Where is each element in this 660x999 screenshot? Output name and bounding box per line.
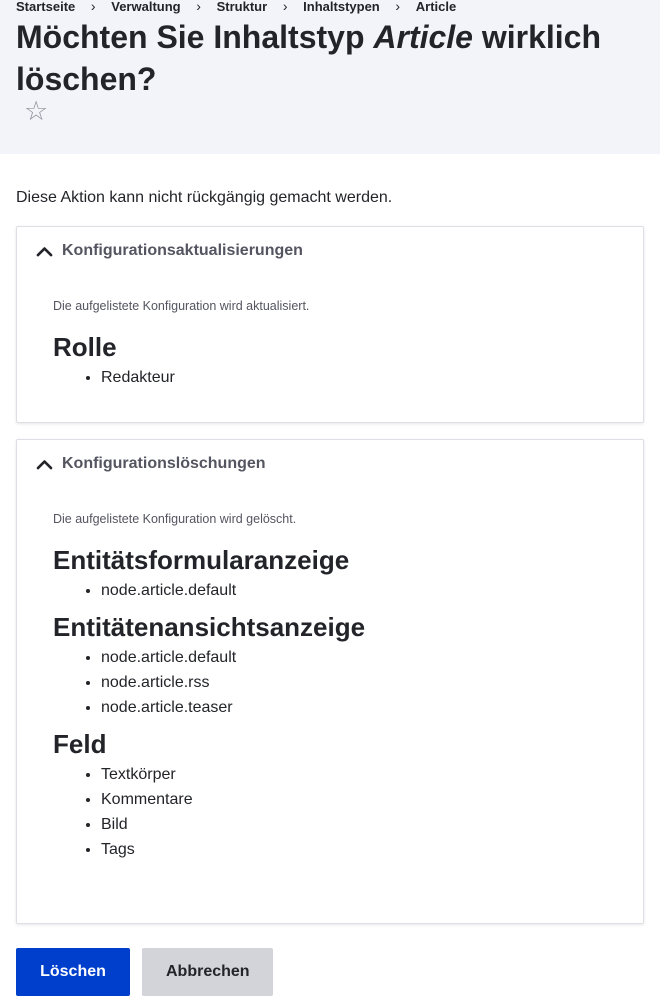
- cancel-button[interactable]: Abbrechen: [142, 948, 273, 996]
- config-updates-body: [53, 297, 627, 390]
- list-item: • Textkörper: [101, 762, 627, 787]
- breadcrumb-item-startseite[interactable]: Startseite: [16, 0, 76, 14]
- chevron-up-icon: [35, 242, 54, 261]
- group-list-rolle: [101, 365, 627, 390]
- chevron-up-icon: [35, 455, 54, 474]
- chevron-right-icon: ›: [282, 0, 288, 14]
- page-title-prefix: Möchten Sie Inhaltstyp: [16, 19, 374, 55]
- chevron-right-icon: ›: [90, 0, 96, 14]
- list-item: • Tags: [101, 837, 627, 862]
- config-deletions-summary[interactable]: [17, 440, 643, 488]
- config-deletions-title: Konfigurationslöschungen: [62, 455, 266, 472]
- breadcrumb: [16, 0, 456, 14]
- list-item: • Bild: [101, 812, 627, 837]
- config-deletions-body: [53, 510, 627, 862]
- page-title-content-type: Article: [373, 19, 473, 55]
- list-item: • Kommentare: [101, 787, 627, 812]
- group-title-rolle: Rolle: [53, 332, 117, 362]
- group-title-feld: Feld: [53, 729, 107, 759]
- chevron-right-icon: ›: [196, 0, 201, 14]
- config-deletions-description: Die aufgelistete Konfiguration wird gelöscht.: [53, 512, 297, 526]
- page-title-suffix: wirklich löschen?: [16, 19, 602, 97]
- group-list-entity-view-display: [101, 645, 627, 720]
- page-header: [0, 0, 660, 154]
- config-updates-summary[interactable]: [17, 227, 643, 275]
- list-item: • node.article.rss: [101, 670, 627, 695]
- group-title-entity-view-display: Entitätenansichtsanzeige: [53, 612, 366, 642]
- list-item: • node.article.default: [101, 645, 627, 670]
- breadcrumb-item-verwaltung[interactable]: Verwaltung: [111, 0, 181, 14]
- config-updates-panel: [16, 226, 644, 423]
- list-item: • Redakteur: [101, 365, 627, 390]
- config-updates-title: Konfigurationsaktualisierungen: [62, 242, 303, 259]
- chevron-right-icon: ›: [395, 0, 401, 14]
- breadcrumb-item-article[interactable]: Article: [415, 0, 457, 14]
- group-list-feld: [101, 762, 627, 862]
- config-updates-description: Die aufgelistete Konfiguration wird aktualisiert.: [53, 299, 310, 313]
- list-item: • node.article.default: [101, 578, 627, 603]
- delete-button[interactable]: Löschen: [16, 948, 130, 996]
- warning-text: Diese Aktion kann nicht rückgängig gemacht werden.: [16, 189, 393, 206]
- breadcrumb-item-struktur[interactable]: Struktur: [216, 0, 268, 14]
- breadcrumb-item-inhaltstypen[interactable]: Inhaltstypen: [303, 0, 380, 14]
- group-title-entity-form-display: Entitätsformularanzeige: [53, 545, 350, 575]
- list-item: • node.article.teaser: [101, 695, 627, 720]
- page-title: [16, 16, 636, 100]
- config-deletions-panel: [16, 439, 644, 924]
- group-list-entity-form-display: [101, 578, 627, 603]
- star-icon[interactable]: ☆: [24, 96, 49, 126]
